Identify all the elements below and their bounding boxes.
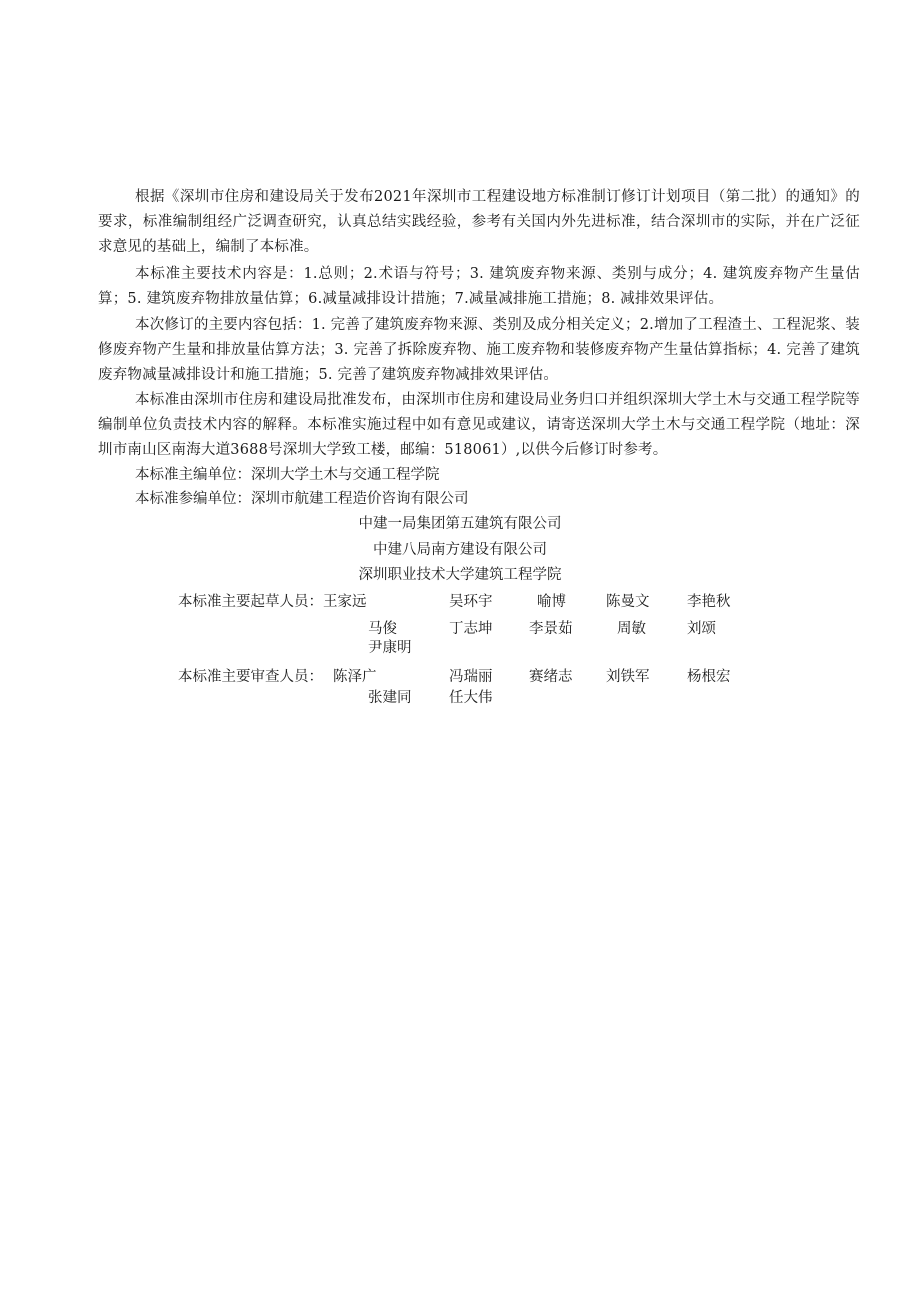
drafter-name: 尹康明 [368, 640, 412, 656]
co-editor-unit-2: 中建一局集团第五建筑有限公司 [358, 516, 562, 532]
co-editor-unit-3: 中建八局南方建设有限公司 [373, 542, 547, 558]
drafter-name: 李景茹 [529, 621, 573, 637]
paragraph-revision-content: 本次修订的主要内容包括：1. 完善了建筑废弃物来源、类别及成分相关定义；2.增加了工程渣土、工程泥浆、装修废弃物产生量和排放量估算方法；3. 完善了拆除废弃物、施工废弃物和装修废弃物产生量估算指标；4. 完善了建筑废弃物减量减排设计和施工措施；5. 完善了建筑废弃物减排效果评估。 [98, 317, 860, 383]
reviewer-name: 任大伟 [449, 690, 493, 706]
reviewer-name: 陈泽广 [333, 669, 377, 685]
co-editor-unit-4: 深圳职业技术大学建筑工程学院 [358, 567, 562, 583]
reviewer-name: 冯瑞丽 [449, 669, 493, 685]
reviewer-name: 刘铁军 [606, 669, 650, 685]
reviewer-name: 张建同 [368, 690, 412, 706]
reviewers-label: 本标准主要审查人员： [178, 669, 323, 685]
drafter-name: 马俊 [368, 621, 397, 637]
co-editor-unit: 本标准参编单位：深圳市航建工程造价咨询有限公司 [135, 491, 469, 507]
drafter-name: 陈曼文 [606, 594, 650, 610]
drafter-name: 周敏 [617, 621, 646, 637]
drafters-label: 本标准主要起草人员： [178, 594, 323, 610]
paragraph-issuance: 本标准由深圳市住房和建设局批准发布，由深圳市住房和建设局业务归口并组织深圳大学土木与交通工程学院等编制单位负责技术内容的解释。本标准实施过程中如有意见或建议，请寄送深圳大学土木与交通工程学院（地址：深圳市南山区南海大道3688号深圳大学致工楼，邮编：518061）,以供今后修订时参考。 [98, 392, 860, 458]
paragraph-background: 根据《深圳市住房和建设局关于发布2021年深圳市工程建设地方标准制订修订计划项目（第二批）的通知》的要求，标准编制组经广泛调查研究，认真总结实践经验，参考有关国内外先进标准，结合深圳市的实际，并在广泛征求意见的基础上，编制了本标准。 [98, 189, 860, 255]
drafter-name: 吴环宇 [449, 594, 493, 610]
reviewer-name: 赛绪志 [529, 669, 573, 685]
paragraph-technical-content: 本标准主要技术内容是：1.总则；2.术语与符号；3. 建筑废弃物来源、类别与成分；4. 建筑废弃物产生量估算；5. 建筑废弃物排放量估算；6.减量减排设计措施；7.减量减排施工措施；8. 减排效果评估。 [98, 266, 860, 307]
reviewer-name: 杨根宏 [687, 669, 731, 685]
drafter-name: 喻博 [537, 594, 566, 610]
drafter-name: 刘颂 [687, 621, 716, 637]
drafter-name: 李艳秋 [687, 594, 731, 610]
chief-editor-unit: 本标准主编单位：深圳大学土木与交通工程学院 [135, 467, 440, 483]
drafter-name: 丁志坤 [449, 621, 493, 637]
drafter-name: 王家远 [323, 594, 367, 610]
